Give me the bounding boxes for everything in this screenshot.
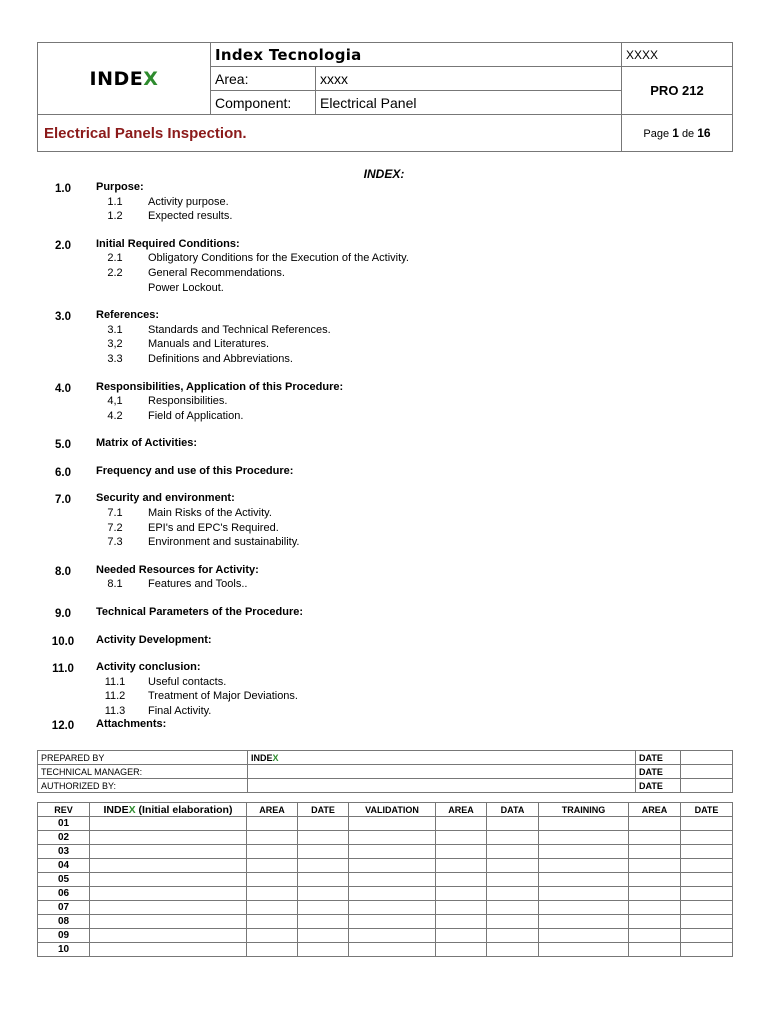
revision-cell[interactable] — [247, 859, 298, 873]
date-label: DATE — [636, 751, 681, 765]
revision-cell[interactable] — [487, 943, 539, 957]
col-rev: REV — [38, 803, 90, 817]
date-value[interactable] — [681, 751, 733, 765]
toc-section-title: Matrix of Activities: — [96, 437, 198, 450]
table-row — [38, 929, 733, 943]
revision-cell[interactable] — [539, 859, 629, 873]
toc-subsection — [0, 324, 768, 339]
toc-section-title: Activity Development: — [96, 633, 212, 646]
toc-section-title: Needed Resources for Activity: — [96, 563, 259, 576]
revision-cell[interactable] — [629, 831, 681, 845]
date-value[interactable] — [681, 779, 733, 793]
revision-cell[interactable] — [298, 873, 349, 887]
revision-cell[interactable] — [681, 845, 733, 859]
col-training: TRAINING — [539, 803, 629, 817]
revision-cell[interactable] — [349, 873, 436, 887]
table-row — [38, 915, 733, 929]
toc-subsection — [0, 507, 768, 522]
top-right-code: XXXX — [622, 43, 733, 67]
revision-cell[interactable] — [629, 873, 681, 887]
revision-cell[interactable] — [629, 845, 681, 859]
authorized-by-value[interactable] — [248, 779, 636, 793]
toc-section-number: 12.0 — [51, 720, 75, 733]
revision-cell[interactable] — [298, 887, 349, 901]
revision-number: 07 — [38, 901, 90, 915]
revision-cell[interactable] — [247, 901, 298, 915]
revision-cell[interactable] — [436, 915, 487, 929]
revision-number: 09 — [38, 929, 90, 943]
toc-subsection — [0, 536, 768, 551]
toc-section-title: Technical Parameters of the Procedure: — [96, 606, 304, 618]
revision-cell[interactable] — [436, 929, 487, 943]
col-validation: VALIDATION — [349, 803, 436, 817]
col-area: AREA — [436, 803, 487, 817]
toc-section-number: 11.0 — [52, 663, 74, 675]
revision-cell[interactable] — [436, 873, 487, 887]
revision-cell[interactable] — [436, 845, 487, 859]
revision-number: 03 — [38, 845, 90, 859]
revision-cell[interactable] — [487, 845, 539, 859]
revision-cell[interactable] — [436, 887, 487, 901]
revision-cell[interactable] — [298, 831, 349, 845]
revision-cell[interactable] — [436, 817, 487, 831]
revision-cell[interactable] — [629, 887, 681, 901]
toc-subsection — [0, 252, 768, 267]
toc-subsection — [0, 578, 768, 593]
revision-cell[interactable] — [349, 887, 436, 901]
area-value: xxxx — [316, 67, 622, 91]
revision-cell[interactable] — [90, 845, 247, 859]
toc-section-number: 6.0 — [55, 466, 71, 479]
revision-cell[interactable] — [681, 887, 733, 901]
revision-cell[interactable] — [436, 831, 487, 845]
revision-cell[interactable] — [681, 943, 733, 957]
table-row — [38, 873, 733, 887]
revision-cell[interactable] — [487, 915, 539, 929]
technical-manager-label: TECHNICAL MANAGER: — [38, 765, 248, 779]
toc-subsection-number: 11.1 — [104, 675, 126, 688]
toc-subsection-text: General Recommendations. — [148, 267, 285, 279]
revision-cell[interactable] — [487, 873, 539, 887]
toc-subsection-number: 11.3 — [104, 704, 126, 717]
toc-subsection-text: Environment and sustainability. — [148, 536, 300, 549]
revision-number: 04 — [38, 859, 90, 873]
toc-subsection — [0, 210, 768, 225]
toc-subsection-text: Obligatory Conditions for the Execution of the Activity. — [148, 252, 409, 265]
toc-subsection-text: Activity purpose. — [148, 195, 229, 208]
revision-cell[interactable] — [349, 817, 436, 831]
toc-subsection-number: 7.2 — [107, 521, 123, 534]
revision-number: 08 — [38, 915, 90, 929]
toc-subsection-number: 7.1 — [107, 507, 123, 519]
toc-section-title: Security and environment: — [96, 492, 235, 505]
index-title: INDEX: — [363, 167, 405, 181]
toc-subsection-text: Definitions and Abbreviations. — [148, 353, 293, 365]
revision-cell[interactable] — [539, 929, 629, 943]
toc-section-number: 7.0 — [55, 494, 71, 507]
toc-subsection — [0, 395, 768, 410]
revision-cell[interactable] — [436, 901, 487, 915]
table-row — [38, 887, 733, 901]
revision-cell[interactable] — [349, 901, 436, 915]
toc-subsection-text: Power Lockout. — [148, 281, 224, 294]
revision-cell[interactable] — [90, 859, 247, 873]
toc-subsection — [0, 676, 768, 691]
revision-cell[interactable] — [629, 943, 681, 957]
revision-cell[interactable] — [629, 901, 681, 915]
toc-subsection — [0, 353, 768, 368]
revision-cell[interactable] — [90, 929, 247, 943]
area-label: Area: — [211, 67, 316, 91]
revision-cell[interactable] — [247, 943, 298, 957]
revision-cell[interactable] — [247, 929, 298, 943]
revision-cell[interactable] — [539, 845, 629, 859]
revision-number: 06 — [38, 887, 90, 901]
toc-subsection — [0, 690, 768, 705]
toc-subsection — [0, 338, 768, 353]
toc-subsection-number: 2.2 — [107, 267, 123, 279]
authorized-by-label: AUTHORIZED BY: — [38, 779, 248, 793]
toc-subsection-text: Features and Tools.. — [148, 578, 248, 591]
revision-cell[interactable] — [247, 845, 298, 859]
prepared-by-value: INDEX — [248, 751, 636, 765]
revision-number: 02 — [38, 831, 90, 845]
date-label: DATE — [636, 779, 681, 793]
revision-cell[interactable] — [681, 873, 733, 887]
toc-subsection-text: Manuals and Literatures. — [148, 338, 270, 351]
toc-section-title: References: — [96, 309, 159, 322]
toc-subsection-number: 7.3 — [107, 536, 123, 549]
toc-section-title: Purpose: — [96, 181, 144, 193]
revision-cell[interactable] — [487, 901, 539, 915]
toc-subsection-text: Responsibilities. — [148, 395, 228, 408]
revision-cell[interactable] — [681, 901, 733, 915]
revision-cell[interactable] — [436, 859, 487, 873]
toc-subsection-number: 3.3 — [107, 353, 123, 365]
table-row — [38, 831, 733, 845]
date-value[interactable] — [681, 765, 733, 779]
revision-cell[interactable] — [487, 887, 539, 901]
revision-cell[interactable] — [539, 887, 629, 901]
revision-cell[interactable] — [539, 943, 629, 957]
table-row — [38, 817, 733, 831]
revision-cell[interactable] — [436, 943, 487, 957]
revision-cell[interactable] — [539, 831, 629, 845]
toc-section-number: 5.0 — [55, 439, 71, 452]
col-date: DATE — [681, 803, 733, 817]
toc-subsection-text: Treatment of Major Deviations. — [148, 690, 298, 703]
revision-number: 01 — [38, 817, 90, 831]
revision-cell[interactable] — [90, 915, 247, 929]
revision-cell[interactable] — [298, 817, 349, 831]
page-number: Page 1 de 16 — [622, 115, 733, 152]
revision-cell[interactable] — [681, 859, 733, 873]
revision-cell[interactable] — [247, 887, 298, 901]
revision-cell[interactable] — [298, 859, 349, 873]
toc-section-number: 9.0 — [55, 608, 71, 620]
procedure-code: PRO 212 — [622, 67, 733, 115]
col-data: DATA — [487, 803, 539, 817]
revision-cell[interactable] — [629, 859, 681, 873]
toc-subsection — [0, 267, 768, 282]
revision-cell[interactable] — [681, 915, 733, 929]
company-logo: INDEX — [38, 43, 211, 115]
revision-cell[interactable] — [629, 915, 681, 929]
toc-subsection-text: Standards and Technical References. — [148, 323, 331, 336]
table-row — [38, 901, 733, 915]
signature-table — [37, 750, 733, 793]
revision-cell[interactable] — [90, 817, 247, 831]
toc-subsection-text: Useful contacts. — [148, 675, 227, 688]
revision-cell[interactable] — [629, 929, 681, 943]
toc-subsection-number: 1.1 — [107, 195, 123, 208]
col-area: AREA — [247, 803, 298, 817]
toc-section-title: Frequency and use of this Procedure: — [96, 464, 294, 477]
revision-number: 05 — [38, 873, 90, 887]
toc-section-number: 3.0 — [55, 311, 71, 324]
toc-section-number: 4.0 — [55, 382, 71, 395]
revision-cell[interactable] — [349, 943, 436, 957]
toc-subsection-number: 8.1 — [107, 578, 123, 591]
prepared-by-label: PREPARED BY — [38, 751, 248, 765]
toc-subsection-text: Main Risks of the Activity. — [148, 507, 272, 519]
revision-cell[interactable] — [539, 817, 629, 831]
revision-cell[interactable] — [90, 873, 247, 887]
col-index: INDEX (Initial elaboration) — [90, 803, 247, 817]
revision-cell[interactable] — [298, 915, 349, 929]
toc-subsection-text: Expected results. — [148, 210, 233, 223]
revision-cell[interactable] — [539, 915, 629, 929]
toc-section-title: Responsibilities, Application of this Procedure: — [96, 380, 344, 393]
revision-cell[interactable] — [247, 817, 298, 831]
toc-section-number: 1.0 — [55, 183, 71, 195]
revision-table — [37, 802, 733, 957]
revision-cell[interactable] — [298, 845, 349, 859]
toc-subsection-number: 3.1 — [107, 323, 123, 336]
revision-cell[interactable] — [349, 929, 436, 943]
toc-subsection-number: 2.1 — [107, 252, 123, 265]
toc-subsection-text: Field of Application. — [148, 409, 244, 422]
revision-cell[interactable] — [247, 915, 298, 929]
revision-cell[interactable] — [487, 817, 539, 831]
technical-manager-value[interactable] — [248, 765, 636, 779]
revision-cell[interactable] — [349, 845, 436, 859]
revision-cell[interactable] — [90, 831, 247, 845]
toc-subsection-number: 4,1 — [107, 395, 123, 408]
revision-cell[interactable] — [681, 929, 733, 943]
revision-cell[interactable] — [298, 901, 349, 915]
revision-cell[interactable] — [90, 943, 247, 957]
toc-section-number: 8.0 — [55, 565, 71, 578]
revision-cell[interactable] — [487, 929, 539, 943]
table-row — [38, 845, 733, 859]
document-header — [37, 42, 733, 152]
revision-number: 10 — [38, 943, 90, 957]
col-date: DATE — [298, 803, 349, 817]
component-label: Component: — [211, 91, 316, 115]
component-value: Electrical Panel — [316, 91, 622, 115]
toc-section-number: 2.0 — [55, 239, 71, 252]
toc-subsection-number: 4.2 — [107, 409, 123, 422]
revision-cell[interactable] — [349, 831, 436, 845]
toc-section-title: Initial Required Conditions: — [96, 237, 240, 250]
toc-subsection — [0, 522, 768, 537]
revision-cell[interactable] — [298, 943, 349, 957]
table-row — [38, 943, 733, 957]
revision-cell[interactable] — [247, 831, 298, 845]
col-area: AREA — [629, 803, 681, 817]
revision-cell[interactable] — [629, 817, 681, 831]
table-row — [38, 859, 733, 873]
toc-subsection — [0, 282, 768, 297]
toc-section-title: Activity conclusion: — [96, 661, 201, 673]
revision-cell[interactable] — [539, 901, 629, 915]
toc-subsection-number: 11.2 — [104, 690, 126, 703]
revision-cell[interactable] — [681, 817, 733, 831]
toc-subsection-text: EPI's and EPC's Required. — [148, 521, 279, 534]
toc-section-number: 10.0 — [51, 635, 75, 648]
revision-cell[interactable] — [349, 859, 436, 873]
revision-cell[interactable] — [487, 831, 539, 845]
toc-subsection-number: 1.2 — [107, 210, 123, 223]
toc-subsection — [0, 410, 768, 425]
toc-subsection — [0, 196, 768, 211]
toc-subsection-text: Final Activity. — [148, 704, 212, 717]
revision-cell[interactable] — [90, 901, 247, 915]
revision-cell[interactable] — [298, 929, 349, 943]
document-title: Electrical Panels Inspection. — [38, 115, 622, 152]
revision-cell[interactable] — [487, 859, 539, 873]
revision-cell[interactable] — [539, 873, 629, 887]
revision-cell[interactable] — [681, 831, 733, 845]
toc-subsection-number: 3,2 — [107, 338, 123, 351]
toc-section-title: Attachments: — [96, 718, 167, 731]
revision-cell[interactable] — [247, 873, 298, 887]
company-name: Index Tecnologia — [211, 43, 622, 67]
revision-cell[interactable] — [90, 887, 247, 901]
date-label: DATE — [636, 765, 681, 779]
revision-cell[interactable] — [349, 915, 436, 929]
